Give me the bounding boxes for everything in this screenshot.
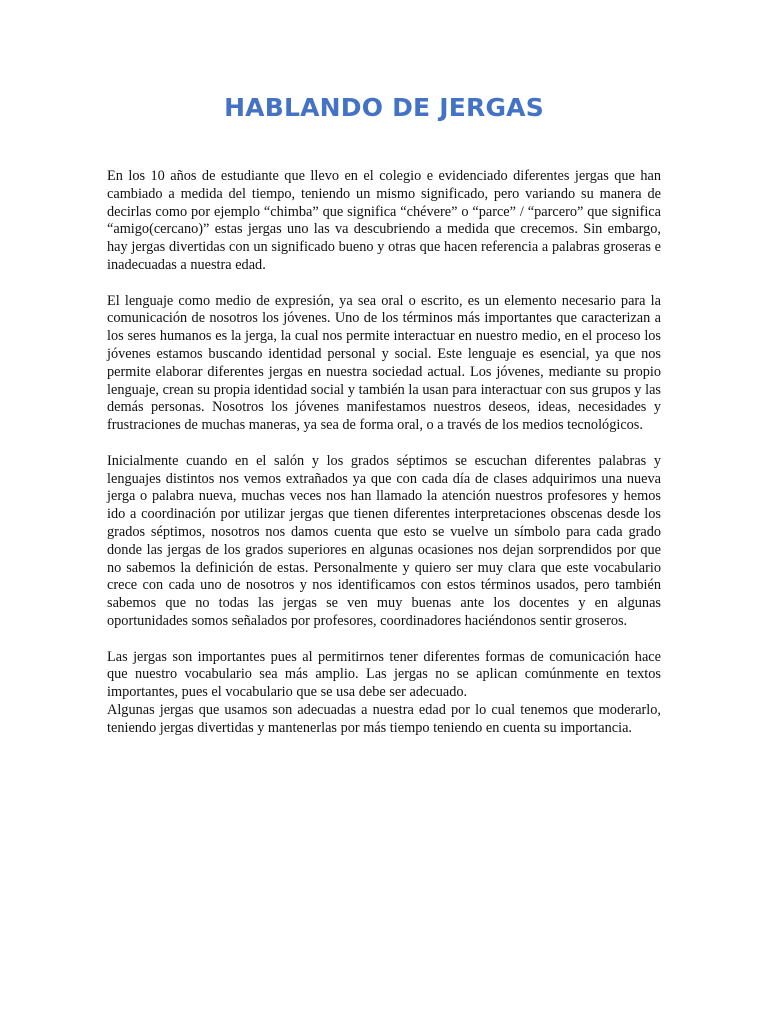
paragraph-4: Las jergas son importantes pues al permitirnos tener diferentes formas de comunicación hace que nuestro vocabulario sea más amplio. Las jergas no se aplican comúnmente en textos importantes, pues el vocabulario que se usa debe ser adecuado.: [107, 648, 661, 701]
paragraph-5: Algunas jergas que usamos son adecuadas a nuestra edad por lo cual tenemos que moderarlo, teniendo jergas divertidas y mantenerlas por más tiempo teniendo en cuenta su importancia.: [107, 701, 661, 736]
paragraph-2: El lenguaje como medio de expresión, ya sea oral o escrito, es un elemento necesario para la comunicación de nosotros los jóvenes. Uno de los términos más importantes que caracterizan a los seres humanos es la jerga, la cual nos permite interactuar en nuestro medio, en el proceso los jóvenes estamos buscando identidad personal y social. Este lenguaje es esencial, ya que nos permite elaborar diferentes jergas en nuestra sociedad actual. Los jóvenes, mediante su propio lenguaje, crean su propia identidad social y también la usan para interactuar con sus grupos y las demás personas. Nosotros los jóvenes manifestamos nuestros deseos, ideas, necesidades y frustraciones de muchas maneras, ya sea de forma oral, o a través de los medios tecnológicos.: [107, 292, 661, 434]
paragraph-1: En los 10 años de estudiante que llevo en el colegio e evidenciado diferentes jergas que han cambiado a medida del tiempo, teniendo un mismo significado, pero variando su manera de decirlas como por ejemplo “chimba” que significa “chévere” o “parce” / “parcero” que significa “amigo(cercano)” estas jergas uno las va descubriendo a medida que crecemos. Sin embargo, hay jergas divertidas con un significado bueno y otras que hacen referencia a palabras groseras e inadecuadas a nuestra edad.: [107, 168, 661, 273]
document-title: HABLANDO DE JERGAS: [224, 93, 544, 122]
document-body: [107, 168, 661, 755]
paragraph-3: Inicialmente cuando en el salón y los grados séptimos se escuchan diferentes palabras y lenguajes distintos nos vemos extrañados ya que con cada día de clases adquirimos una nueva jerga o palabra nueva, muchas veces nos han llamado la atención nuestros profesores y hemos ido a coordinación por utilizar jergas que tienen diferentes interpretaciones obscenas desde los grados séptimos, nosotros nos damos cuenta que esto se vuelve un símbolo para cada grado donde las jergas de los grados superiores en algunas ocasiones nos dejan sorprendidos por que no sabemos la definición de estas. Personalmente y quiero ser muy clara que este vocabulario crece con cada uno de nosotros y nos identificamos con estos términos usados, pero también sabemos que no todas las jergas se ven muy buenas ante los docentes y en algunas oportunidades somos señalados por profesores, coordinadores haciéndonos sentir groseros.: [107, 452, 661, 629]
